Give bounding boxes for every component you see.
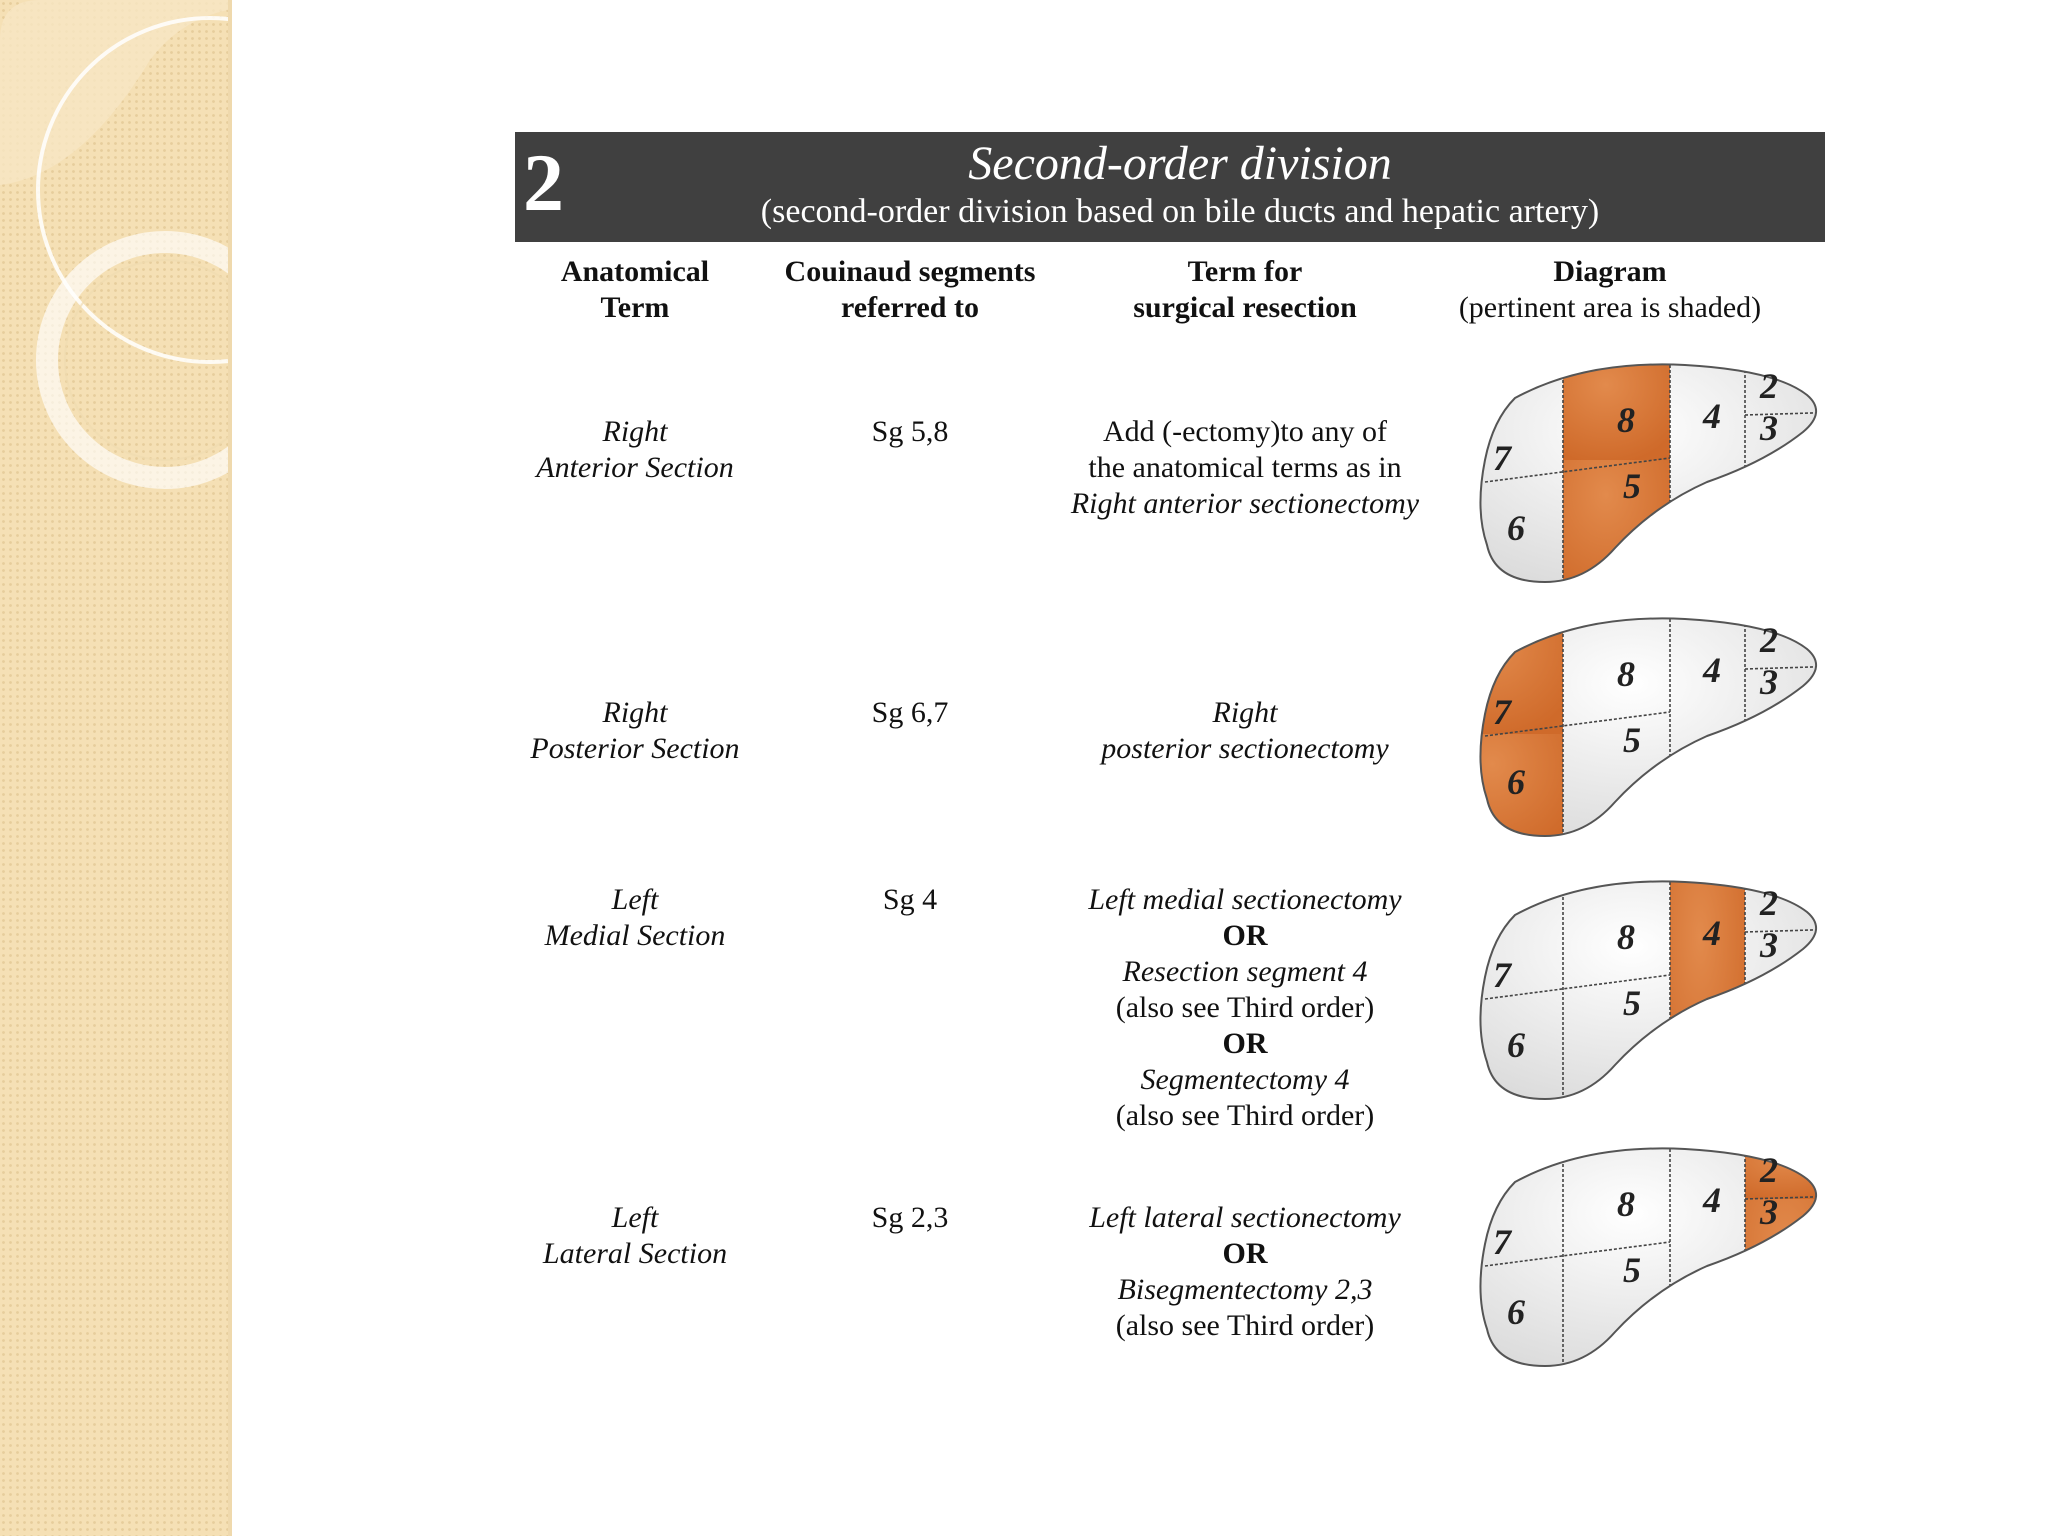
segment-label-6: 6 xyxy=(1507,1292,1525,1332)
segment-label-4: 4 xyxy=(1703,650,1721,690)
segment-label-4: 4 xyxy=(1703,396,1721,436)
segment-label-7: 7 xyxy=(1493,1222,1511,1262)
surgical-term-line: the anatomical terms as in xyxy=(1088,451,1402,484)
shaded-segment-3 xyxy=(1745,1199,1825,1374)
row-1-surgical-term xyxy=(1065,414,1425,522)
segment-label-6: 6 xyxy=(1507,762,1525,802)
column-header-diagram: Diagram (pertinent area is shaded) xyxy=(1458,255,1762,324)
segment-label-2: 2 xyxy=(1760,1150,1778,1190)
surgical-term-line: OR xyxy=(1222,1027,1268,1060)
segment-label-5: 5 xyxy=(1623,720,1641,760)
surgical-term-line: Bisegmentectomy 2,3 xyxy=(1117,1273,1373,1306)
decorative-side-strip xyxy=(0,0,228,1536)
segment-label-4: 4 xyxy=(1703,913,1721,953)
surgical-term-line: Left medial sectionectomy xyxy=(1088,883,1402,916)
row-1-anatomical-term: Right Anterior Section xyxy=(536,415,734,484)
shaded-segment-2 xyxy=(1745,1144,1825,1199)
header-banner xyxy=(515,132,1825,242)
segment-label-3: 3 xyxy=(1760,408,1778,448)
row-4-segments: Sg 2,3 xyxy=(871,1201,949,1234)
segment-label-3: 3 xyxy=(1760,662,1778,702)
surgical-term-line: OR xyxy=(1222,919,1268,952)
surgical-term-line: posterior sectionectomy xyxy=(1101,732,1389,765)
row-4-liver-diagram xyxy=(1445,1144,1825,1374)
shaded-segment-6 xyxy=(1445,734,1563,844)
surgical-term-line: Resection segment 4 xyxy=(1122,955,1368,988)
figure-title: Second-order division xyxy=(968,137,1392,190)
segment-label-2: 2 xyxy=(1760,883,1778,923)
section-number: 2 xyxy=(523,137,564,228)
segment-label-2: 2 xyxy=(1760,620,1778,660)
segment-label-6: 6 xyxy=(1507,1025,1525,1065)
figure-subtitle: (second-order division based on bile ducts and hepatic artery) xyxy=(760,193,1600,230)
row-3-anatomical-term: Left Medial Section xyxy=(544,883,726,952)
shaded-segment-5 xyxy=(1563,460,1670,590)
segment-label-8: 8 xyxy=(1617,917,1635,957)
surgical-term-line: Right anterior sectionectomy xyxy=(1070,487,1420,520)
surgical-term-line: OR xyxy=(1222,1237,1268,1270)
row-1-segments: Sg 5,8 xyxy=(871,415,949,448)
row-3-liver-diagram xyxy=(1445,877,1825,1107)
row-4-surgical-term xyxy=(1065,1200,1425,1344)
segment-label-5: 5 xyxy=(1623,1250,1641,1290)
row-2-segments: Sg 6,7 xyxy=(871,696,949,729)
surgical-term-line: Right xyxy=(1212,696,1278,729)
segment-label-8: 8 xyxy=(1617,654,1635,694)
segment-label-4: 4 xyxy=(1703,1180,1721,1220)
surgical-term-line: Add (-ectomy)to any of xyxy=(1102,415,1388,448)
segment-label-6: 6 xyxy=(1507,508,1525,548)
surgical-term-line: (also see Third order) xyxy=(1115,991,1375,1024)
segment-label-8: 8 xyxy=(1617,400,1635,440)
surgical-term-line: Left lateral sectionectomy xyxy=(1089,1201,1401,1234)
segment-label-5: 5 xyxy=(1623,466,1641,506)
segment-label-5: 5 xyxy=(1623,983,1641,1023)
second-order-division-figure xyxy=(515,132,1825,1382)
segment-label-2: 2 xyxy=(1760,366,1778,406)
row-4-anatomical-term: Left Lateral Section xyxy=(542,1201,728,1270)
segment-label-8: 8 xyxy=(1617,1184,1635,1224)
surgical-term-line: Segmentectomy 4 xyxy=(1140,1063,1350,1096)
row-2-liver-diagram xyxy=(1445,614,1825,844)
row-1-liver-diagram xyxy=(1445,360,1825,590)
row-3-segments: Sg 4 xyxy=(882,883,938,916)
row-2-anatomical-term: Right Posterior Section xyxy=(530,696,740,765)
surgical-term-line: (also see Third order) xyxy=(1115,1309,1375,1342)
segment-label-3: 3 xyxy=(1760,925,1778,965)
column-header-couinaud: Couinaud segments referred to xyxy=(784,255,1036,324)
segment-label-7: 7 xyxy=(1493,438,1511,478)
decorative-rings xyxy=(0,0,228,520)
shaded-segment-4 xyxy=(1670,877,1745,1107)
column-header-surgical: Term for surgical resection xyxy=(1133,255,1357,324)
row-2-surgical-term xyxy=(1065,695,1425,767)
row-3-surgical-term xyxy=(1065,882,1425,1134)
segment-label-7: 7 xyxy=(1493,955,1511,995)
side-strip-edge xyxy=(228,0,232,1536)
segment-label-3: 3 xyxy=(1760,1192,1778,1232)
segment-label-7: 7 xyxy=(1493,692,1511,732)
column-header-anatomical: Anatomical Term xyxy=(560,255,710,324)
surgical-term-line: (also see Third order) xyxy=(1115,1099,1375,1132)
